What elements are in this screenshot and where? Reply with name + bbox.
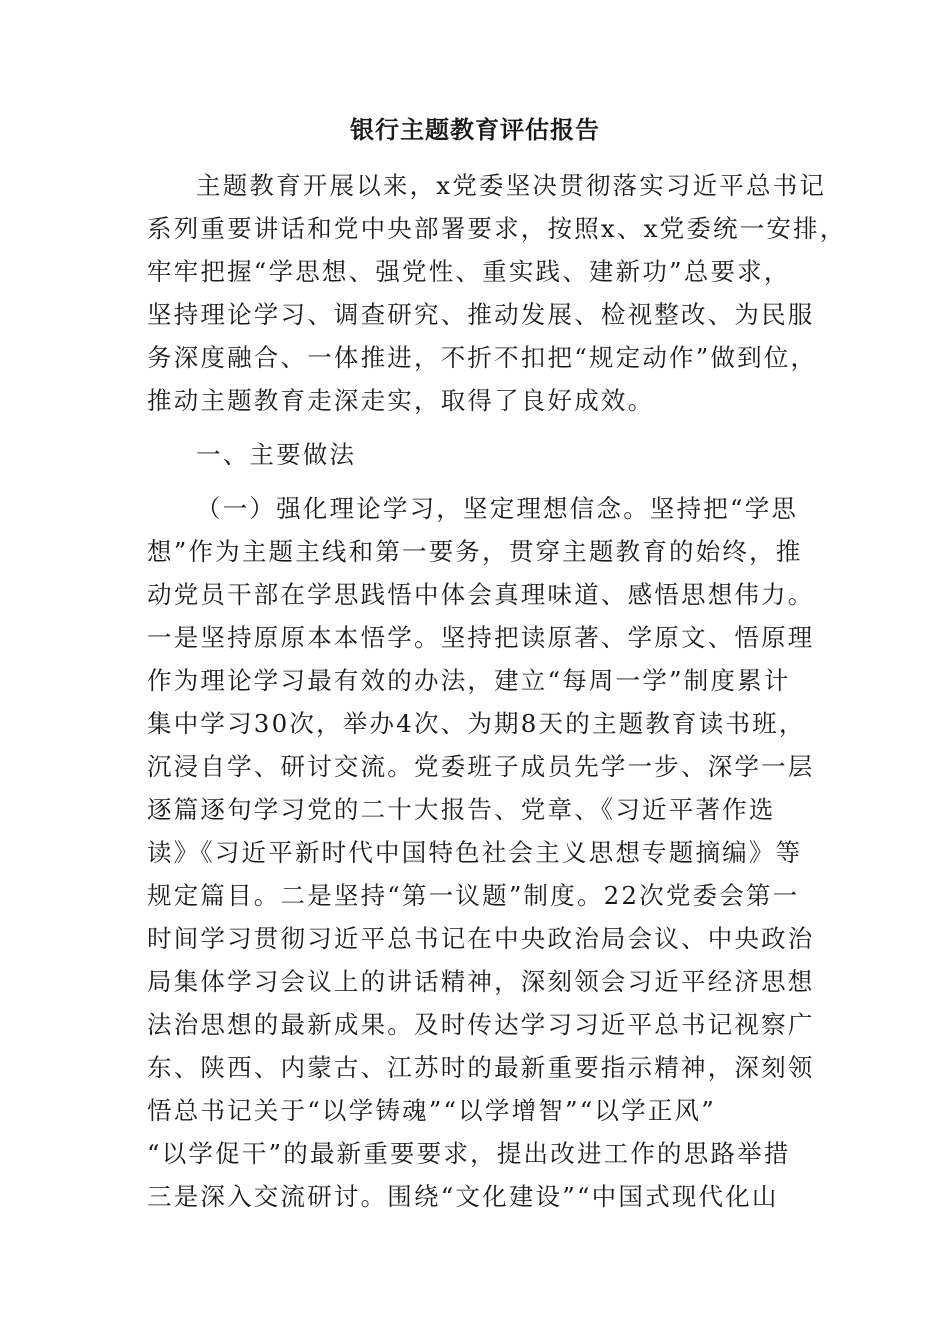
paragraph-line: 三是深入交流研讨。围绕“文化建设”“中国式现代化山 xyxy=(147,1182,779,1211)
section-heading: 一、主要做法 xyxy=(196,440,357,469)
paragraph-line: 一是坚持原原本本悟学。坚持把读原著、学原文、悟原理 xyxy=(147,623,815,652)
paragraph-line: 想”作为主题主线和第一要务，贯穿主题教育的始终，推 xyxy=(147,537,803,566)
document-title: 银行主题教育评估报告 xyxy=(350,115,600,144)
paragraph-line: “以学促干”的最新重要要求，提出改进工作的思路举措 xyxy=(147,1139,791,1168)
paragraph-line: 东、陕西、内蒙古、江苏时的最新重要指示精神，深刻领 xyxy=(147,1053,815,1082)
paragraph-line: 系列重要讲话和党中央部署要求，按照x、x党委统一安排， xyxy=(147,214,847,243)
paragraph-line: 逐篇逐句学习党的二十大报告、党章、《习近平著作选 xyxy=(147,795,776,824)
paragraph-line: 牢牢把握“学思想、强党性、重实践、建新功”总要求， xyxy=(147,257,791,286)
paragraph-line: 集中学习30次，举办4次、为期8天的主题教育读书班， xyxy=(147,709,806,738)
paragraph-line: 沉浸自学、研讨交流。党委班子成员先学一步、深学一层 xyxy=(147,752,815,781)
paragraph-line: 动党员干部在学思践悟中体会真理味道、感悟思想伟力。 xyxy=(147,580,815,609)
paragraph-line: 务深度融合、一体推进，不折不扣把“规定动作”做到位， xyxy=(147,343,818,372)
paragraph-line: 局集体学习会议上的讲话精神，深刻领会习近平经济思想 xyxy=(147,967,815,996)
paragraph-line: 法治思想的最新成果。及时传达学习习近平总书记视察广 xyxy=(147,1010,815,1039)
paragraph-line: 主题教育开展以来，x党委坚决贯彻落实习近平总书记 xyxy=(196,171,827,200)
paragraph-line: 时间学习贯彻习近平总书记在中央政治局会议、中央政治 xyxy=(147,924,815,953)
paragraph-line: 推动主题教育走深走实，取得了良好成效。 xyxy=(147,386,655,415)
paragraph-line: 作为理论学习最有效的办法，建立“每周一学”制度累计 xyxy=(147,666,791,695)
paragraph-line: 规定篇目。二是坚持“第一议题”制度。22次党委会第一 xyxy=(147,881,800,910)
paragraph-line: 悟总书记关于“以学铸魂”“以学增智”“以学正风” xyxy=(147,1096,716,1125)
paragraph-line: 坚持理论学习、调查研究、推动发展、检视整改、为民服 xyxy=(147,300,815,329)
paragraph-line: （一）强化理论学习，坚定理想信念。坚持把“学思 xyxy=(196,494,799,523)
paragraph-line: 读》《习近平新时代中国特色社会主义思想专题摘编》等 xyxy=(147,838,803,867)
